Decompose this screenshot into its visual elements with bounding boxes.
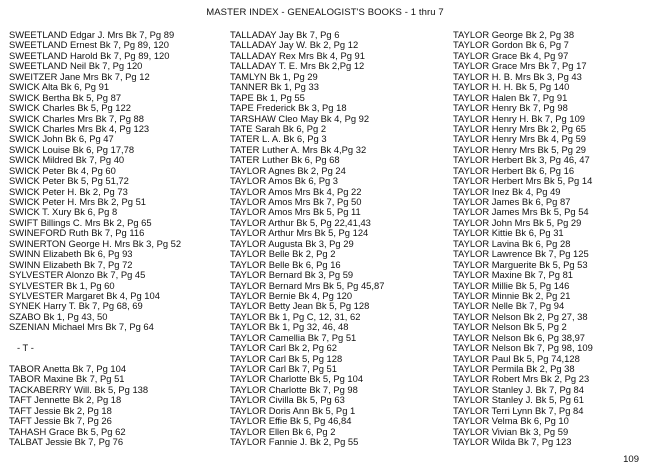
index-entry: TAYLOR James Bk 6, Pg 87	[453, 196, 571, 207]
index-column-2	[230, 30, 450, 448]
index-entry: TALLADAY Jay W. Bk 2, Pg 12	[230, 39, 359, 51]
index-entry: TAFT Jessie Bk 2, Pg 18	[9, 404, 112, 416]
index-entry: TAYLOR Arthur Bk 5, Pg 22,41,43	[230, 216, 371, 228]
index-entry: SWEITZER Jane Mrs Bk 7, Pg 12	[9, 70, 150, 82]
index-entry: TAYLOR Betty Jean Bk 5, Pg 128	[230, 300, 370, 312]
index-entry: TAYLOR Inez Bk 4, Pg 49	[453, 185, 561, 197]
page-title: MASTER INDEX - GENEALOGIST'S BOOKS - 1 thru 7	[206, 7, 444, 18]
index-entry: TAYLOR Permila Bk 2, Pg 38	[453, 363, 575, 374]
index-entry: TAYLOR Vivian Bk 3, Pg 59	[453, 425, 569, 437]
index-entry: TABOR Maxine Bk 7, Pg 51	[9, 373, 125, 385]
index-entry: SWICK Charles Mrs Bk 7, Pg 88	[9, 112, 144, 124]
index-entry: TAYLOR Carl Bk 7, Pg 51	[230, 363, 337, 374]
index-entry: TAYLOR H. B. Mrs Bk 3, Pg 43	[453, 70, 582, 82]
index-entry: TAYLOR Lavina Bk 6, Pg 28	[453, 237, 571, 249]
index-entry: TAYLOR Stanley J. Bk 7, Pg 84	[453, 383, 584, 395]
index-entry: TAYLOR Grace Bk 4, Pg 97	[453, 49, 569, 61]
index-entry: TAYLOR Doris Ann Bk 5, Pg 1	[230, 404, 356, 416]
index-entry: TAHASH Grace Bk 5, Pg 62	[9, 425, 126, 437]
index-entry: TAYLOR George Bk 2, Pg 38	[453, 29, 575, 40]
index-entry: SWICK John Bk 6, Pg 47	[9, 133, 114, 145]
index-entry: TAYLOR Amos Mrs Bk 5, Pg 11	[230, 206, 361, 218]
blank-line	[9, 333, 223, 343]
index-entry: TAPE Frederick Bk 3, Pg 18	[230, 102, 347, 114]
index-entry: TAYLOR Carl Bk 5, Pg 128	[230, 352, 343, 364]
index-entry: TAYLOR Bk 1, Pg C, 12, 31, 62	[230, 310, 361, 322]
index-entry: TAYLOR Grace Mrs Bk 7, Pg 17	[453, 60, 587, 72]
index-entry: TALLADAY Jay Bk 7, Pg 6	[230, 29, 340, 40]
index-entry: TAYLOR Arthur Mrs Bk 5, Pg 124	[230, 227, 369, 239]
index-entry: SWIFT Billings C. Mrs Bk 2, Pg 65	[9, 216, 152, 228]
index-entry: TALLADAY Rex Mrs Bk 4, Pg 91	[230, 49, 365, 61]
index-entry: SWICK Peter H. Bk 2, Pg 73	[9, 185, 128, 197]
index-entry: TARSHAW Cleo May Bk 4, Pg 92	[230, 112, 370, 124]
index-entry: TAYLOR Agnes Bk 2, Pg 24	[230, 164, 346, 176]
index-entry: TAYLOR Henry Mrs Bk 2, Pg 65	[453, 122, 587, 134]
index-entry: SWINEFORD Ruth Bk 7, Pg 116	[9, 227, 145, 239]
index-entry: TATE Sarah Bk 6, Pg 2	[230, 122, 327, 134]
index-entry: SWEETLAND Edgar J. Mrs Bk 7, Pg 89	[9, 29, 175, 40]
index-entry: SWINN Elizabeth Bk 7, Pg 72	[9, 258, 133, 270]
index-entry: TAYLOR Millie Bk 5, Pg 146	[453, 279, 570, 291]
index-entry: TAYLOR Amos Bk 6, Pg 3	[230, 175, 339, 187]
index-entry: SWICK Bertha Bk 5, Pg 87	[9, 91, 122, 103]
index-entry: TAYLOR Amos Mrs Bk 4, Pg 22	[230, 185, 362, 197]
index-entry: SWICK Alta Bk 6, Pg 91	[9, 81, 110, 93]
index-entry: SWEETLAND Ernest Bk 7, Pg 89, 120	[9, 39, 169, 51]
index-entry: TAPE Bk 1, Pg 55	[230, 91, 305, 103]
index-entry: TAYLOR Velma Bk 6, Pg 10	[453, 415, 569, 427]
index-entry: SWEETLAND Neil Bk 7, Pg 120	[9, 60, 143, 72]
index-entry: TAYLOR Charlotte Bk 7, Pg 98	[230, 383, 358, 395]
index-entry: TAYLOR Herbert Bk 6, Pg 16	[453, 164, 575, 176]
index-entry: TAYLOR Fannie J. Bk 2, Pg 55	[230, 436, 359, 448]
index-entry: SWICK T. Xury Bk 6, Pg 8	[9, 206, 118, 218]
index-entry: TAYLOR Bernard Mrs Bk 5, Pg 45,87	[230, 279, 385, 291]
index-entry: SYLVESTER Alonzo Bk 7, Pg 45	[9, 269, 146, 281]
index-entry: TAYLOR Herbert Bk 3, Pg 46, 47	[453, 154, 590, 166]
index-entry: TAYLOR Bernard Bk 3, Pg 59	[230, 269, 354, 281]
index-column-1	[9, 30, 223, 448]
index-entry: TALLADAY T. E. Mrs Bk 2,Pg 12	[230, 60, 365, 72]
index-entry: TABOR Anetta Bk 7, Pg 104	[9, 363, 127, 374]
index-entry: SWICK Peter Bk 5, Pg 51,72	[9, 175, 129, 187]
index-entry: TAYLOR Gordon Bk 6, Pg 7	[453, 39, 569, 51]
index-entry: SWICK Mildred Bk 7, Pg 40	[9, 154, 125, 166]
index-entry: TAYLOR Camellia Bk 7, Pg 51	[230, 331, 357, 343]
index-entry: TAYLOR Kittie Bk 6, Pg 31	[453, 227, 564, 239]
index-entry: SWICK Charles Bk 5, Pg 122	[9, 102, 131, 114]
index-entry: TAYLOR Paul Bk 5, Pg 74,128	[453, 352, 580, 364]
index-entry: TAYLOR Maxine Bk 7, Pg 81	[453, 269, 574, 281]
index-entry: TATER Luther Bk 6, Pg 68	[230, 154, 340, 166]
index-entry: SWINN Elizabeth Bk 6, Pg 93	[9, 248, 133, 260]
index-entry: TAYLOR Stanley J. Bk 5, Pg 61	[453, 394, 584, 406]
index-entry: TAYLOR Nelson Bk 6, Pg 38,97	[453, 331, 586, 343]
index-entry: TAYLOR Terri Lynn Bk 7, Pg 84	[453, 404, 584, 416]
index-entry: TAYLOR Herbert Mrs Bk 5, Pg 14	[453, 175, 593, 187]
index-entry: TAYLOR Henry H. Bk 7, Pg 109	[453, 112, 585, 124]
index-entry: SWICK Peter H. Mrs Bk 2, Pg 51	[9, 196, 147, 207]
index-column-3	[453, 30, 648, 448]
index-entry: TAYLOR Halen Bk 7, Pg 91	[453, 91, 568, 103]
index-entry: TAYLOR Nelle Bk 7, Pg 94	[453, 300, 565, 312]
index-entry: TAYLOR H. H. Bk 5, Pg 140	[453, 81, 570, 93]
index-entry: TAMLYN Bk 1, Pg 29	[230, 70, 318, 82]
index-entry: TAYLOR Civilla Bk 5, Pg 63	[230, 394, 345, 406]
index-entry: TAYLOR Robert Mrs Bk 2, Pg 23	[453, 373, 590, 385]
index-entry: TAYLOR James Mrs Bk 5, Pg 54	[453, 206, 589, 218]
index-entry: SYLVESTER Bk 1, Pg 60	[9, 279, 115, 291]
index-entry: TATER Luther A. Mrs Bk 4,Pg 32	[230, 143, 367, 155]
page-number: 109	[623, 454, 639, 465]
index-entry: SWINERTON George H. Mrs Bk 3, Pg 52	[9, 237, 182, 249]
index-entry: SZENIAN Michael Mrs Bk 7, Pg 64	[9, 321, 154, 333]
index-entry: SZABO Bk 1, Pg 43, 50	[9, 310, 108, 322]
index-entry: TAYLOR Augusta Bk 3, Pg 29	[230, 237, 354, 249]
index-entry: TAFT Jennette Bk 2, Pg 18	[9, 394, 122, 406]
index-entry: TALBAT Jessie Bk 7, Pg 76	[9, 436, 124, 448]
index-entry: SWICK Peter Bk 4, Pg 60	[9, 164, 116, 176]
index-entry: SWEETLAND Harold Bk 7, Pg 89, 120	[9, 49, 170, 61]
section-divider-t: - T -	[17, 342, 34, 354]
index-entry: TAYLOR Nelson Bk 7, Pg 98, 109	[453, 342, 593, 354]
index-entry: TANNER Bk 1, Pg 33	[230, 81, 319, 93]
index-entry: TAYLOR Belle Bk 2, Pg 2	[230, 248, 336, 260]
index-entry: TAYLOR Amos Mrs Bk 7, Pg 50	[230, 196, 362, 207]
index-entry: TAYLOR Effie Bk 5, Pg 46,84	[230, 415, 352, 427]
index-entry: TAYLOR Carl Bk 2, Pg 62	[230, 342, 337, 354]
index-entry: SYNEK Harry T. Bk 7, Pg 68, 69	[9, 300, 143, 312]
index-entry: TAYLOR Bk 1, Pg 32, 46, 48	[230, 321, 349, 333]
index-entry: TAYLOR Nelson Bk 2, Pg 27, 38	[453, 310, 588, 322]
index-entry: TAYLOR Ellen Bk 6, Pg 2	[230, 425, 336, 437]
index-entry: TAYLOR Henry Mrs Bk 5, Pg 29	[453, 143, 587, 155]
index-entry: TAYLOR John Mrs Bk 5, Pg 29	[453, 216, 582, 228]
index-entry: SWICK Louise Bk 6, Pg 17,78	[9, 143, 135, 155]
index-entry: TAYLOR Wilda Bk 7, Pg 123	[453, 436, 572, 448]
index-entry: TAYLOR Henry Bk 7, Pg 98	[453, 102, 568, 114]
index-entry: TAYLOR Marguerite Bk 5, Pg 53	[453, 258, 588, 270]
index-entry: TAYLOR Bernie Bk 4, Pg 120	[230, 289, 353, 301]
index-entry: SYLVESTER Margaret Bk 4, Pg 104	[9, 289, 160, 301]
index-entry: SWICK Charles Mrs Bk 4, Pg 123	[9, 122, 150, 134]
index-entry: TACKABERRY Will. Bk 5, Pg 138	[9, 383, 149, 395]
index-entry: TAYLOR Lawrence Bk 7, Pg 125	[453, 248, 589, 260]
index-entry: TAYLOR Belle Bk 6, Pg 16	[230, 258, 341, 270]
index-entry: TAYLOR Charlotte Bk 5, Pg 104	[230, 373, 364, 385]
index-entry: TAYLOR Nelson Bk 5, Pg 2	[453, 321, 567, 333]
index-entry: TAYLOR Minnie Bk 2, Pg 21	[453, 289, 571, 301]
index-entry: TAYLOR Henry Mrs Bk 4, Pg 59	[453, 133, 587, 145]
index-entry: TATER L. A. Bk 6, Pg 3	[230, 133, 327, 145]
index-entry: TAFT Jessie Bk 7, Pg 26	[9, 415, 112, 427]
